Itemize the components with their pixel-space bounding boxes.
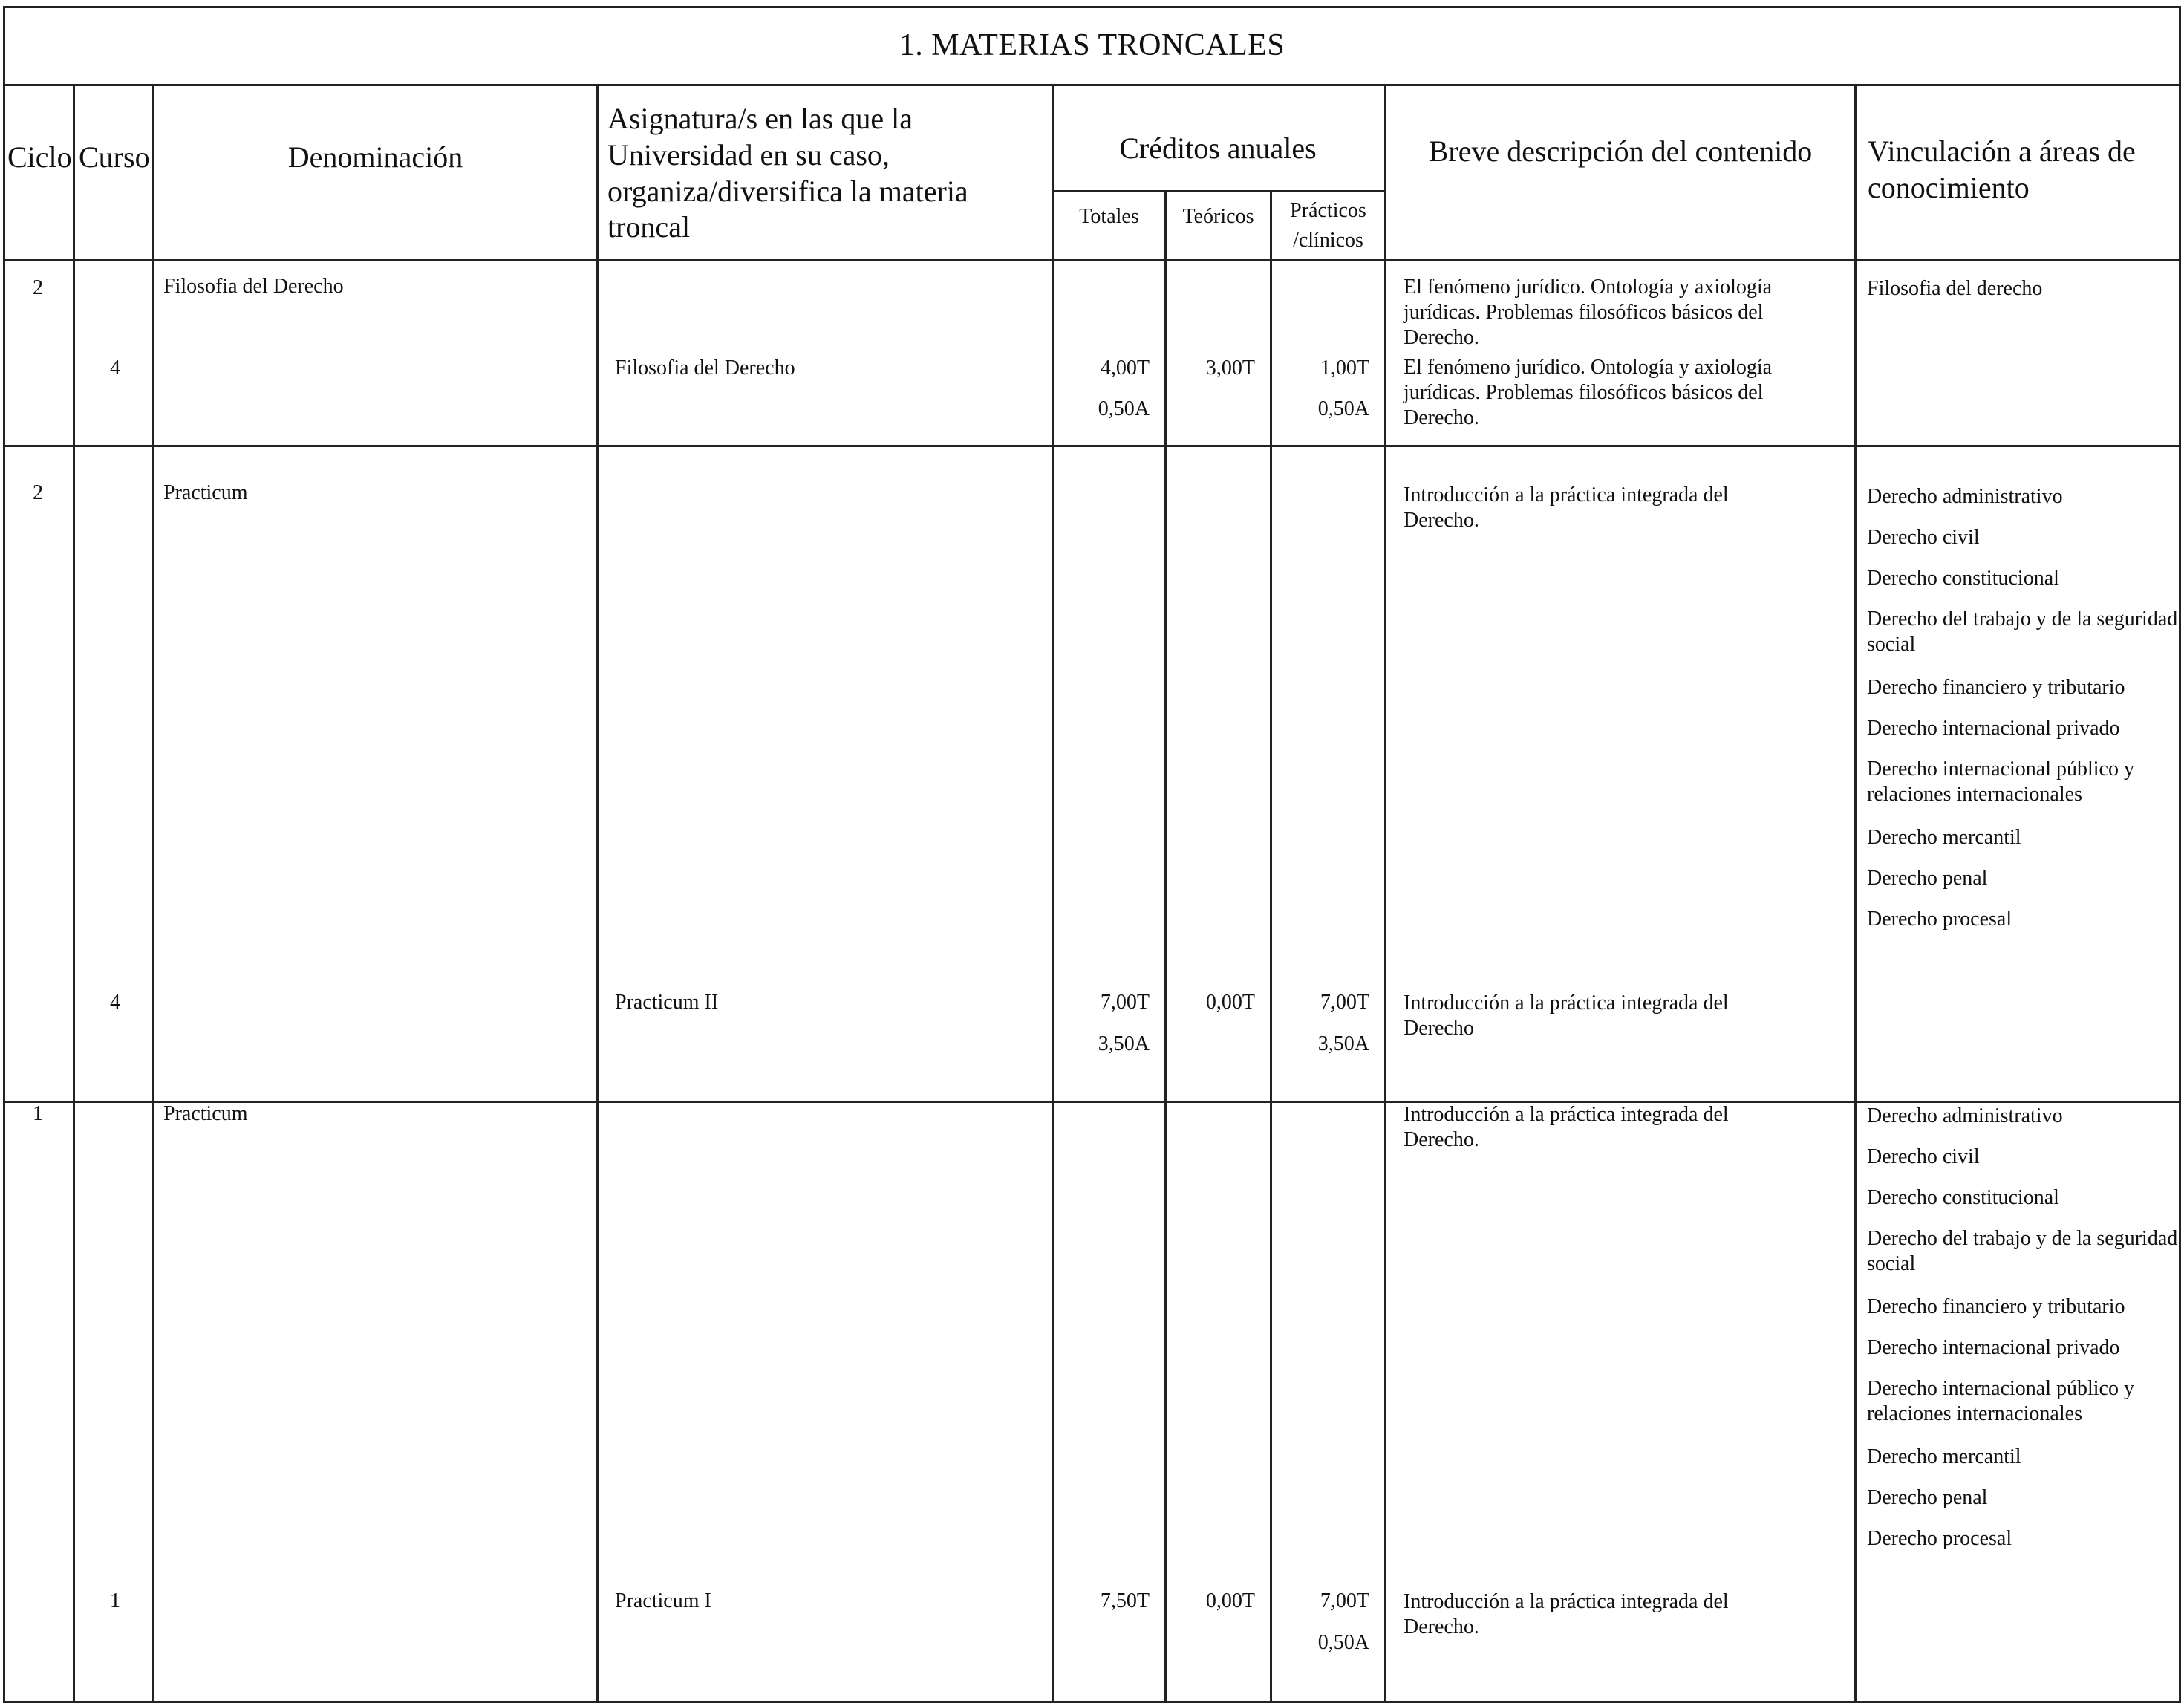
row3-descripcion: Introducción a la práctica integrada del Derecho. xyxy=(1404,1103,1729,1152)
row2-teoricos: 0,00T xyxy=(1205,991,1255,1014)
col-line-curso xyxy=(152,86,154,1702)
header-teoricos: Teóricos xyxy=(1182,205,1254,228)
row3-teoricos: 0,00T xyxy=(1205,1589,1255,1612)
area-item: Derecho del trabajo y de la seguridad social xyxy=(1867,608,2178,657)
row-separator-1 xyxy=(3,445,2181,447)
row1-curso: 4 xyxy=(110,356,120,380)
area-item: Derecho internacional público y relaciones internacionales xyxy=(1867,1377,2134,1426)
row3-practicos-t: 7,00T xyxy=(1320,1589,1369,1612)
row1-asignatura: Filosofia del Derecho xyxy=(615,356,795,380)
row1-practicos-t: 1,00T xyxy=(1320,356,1369,380)
row2-ciclo: 2 xyxy=(33,481,43,504)
area-item: Derecho internacional privado xyxy=(1867,717,2120,740)
row3-curso: 1 xyxy=(110,1589,120,1612)
area-item: Derecho mercantil xyxy=(1867,826,2021,849)
row2-curso: 4 xyxy=(110,991,120,1014)
row2-practicos-a: 3,50A xyxy=(1317,1032,1369,1055)
area-item: Derecho constitucional xyxy=(1867,1186,2059,1209)
row1-teoricos: 3,00T xyxy=(1205,356,1255,380)
row3-asignatura: Practicum I xyxy=(615,1589,711,1612)
area-item: Derecho internacional privado xyxy=(1867,1336,2120,1359)
col-line-totales xyxy=(1164,190,1167,1702)
header-practicos: Prácticos /clínicos xyxy=(1290,199,1366,252)
col-line-asignaturas xyxy=(1052,86,1054,1702)
header-vinculacion: Vinculación a áreas de conocimiento xyxy=(1868,134,2136,204)
row2-totales-t: 7,00T xyxy=(1100,991,1150,1014)
header-creditos: Créditos anuales xyxy=(1119,131,1317,165)
row3-ciclo: 1 xyxy=(33,1102,43,1125)
row2-areas xyxy=(1867,484,2179,948)
header-totales: Totales xyxy=(1079,205,1139,228)
area-item: Derecho financiero y tributario xyxy=(1867,676,2125,699)
row2-practicos-t: 7,00T xyxy=(1320,991,1369,1014)
row1-descripcion: El fenómeno jurídico. Ontología y axiología jurídicas. Problemas filosóficos básicos del Derecho. xyxy=(1404,276,1773,350)
header-asignaturas: Asignatura/s en las que la Universidad en su caso, organiza/diversifica la materia troncal xyxy=(607,102,968,244)
creditos-subheader-line xyxy=(1052,190,1384,192)
col-line-denominacion xyxy=(596,86,599,1702)
area-item: Derecho financiero y tributario xyxy=(1867,1295,2125,1318)
area-item: Derecho civil xyxy=(1867,526,1980,549)
row3-areas xyxy=(1867,1104,2179,1567)
area-item: Derecho procesal xyxy=(1867,1527,2012,1550)
col-line-descripcion xyxy=(1854,86,1857,1702)
area-item: Derecho constitucional xyxy=(1867,567,2059,590)
area-item: Derecho penal xyxy=(1867,867,1988,890)
col-line-ciclo xyxy=(73,86,75,1702)
area-item: Derecho administrativo xyxy=(1867,1104,2063,1127)
row2-sub-descripcion: Introducción a la práctica integrada del Derecho xyxy=(1404,992,1729,1041)
col-line-creditos xyxy=(1384,86,1386,1702)
row2-descripcion: Introducción a la práctica integrada del Derecho. xyxy=(1404,484,1729,533)
area-item: Derecho internacional público y relaciones internacionales xyxy=(1867,758,2134,807)
row1-totales-t: 4,00T xyxy=(1100,356,1150,380)
header-descripcion: Breve descripción del contenido xyxy=(1428,134,1813,168)
row3-sub-descripcion: Introducción a la práctica integrada del Derecho. xyxy=(1404,1590,1729,1639)
page-title: 1. MATERIAS TRONCALES xyxy=(3,6,2181,86)
col-line-teoricos xyxy=(1270,190,1272,1702)
row2-asignatura: Practicum II xyxy=(615,991,719,1014)
row1-totales-a: 0,50A xyxy=(1098,397,1150,420)
area-item: Derecho penal xyxy=(1867,1486,1988,1509)
area-item: Derecho civil xyxy=(1867,1145,1980,1168)
row-separator-2 xyxy=(3,1101,2181,1103)
area-item: Derecho mercantil xyxy=(1867,1445,2021,1468)
row1-sub-descripcion: El fenómeno jurídico. Ontología y axiología jurídicas. Problemas filosóficos básicos del Derecho. xyxy=(1404,356,1773,430)
row3-practicos-a: 0,50A xyxy=(1317,1631,1369,1654)
header-ciclo: Ciclo xyxy=(7,140,72,174)
row1-ciclo: 2 xyxy=(33,276,43,299)
row1-practicos-a: 0,50A xyxy=(1317,397,1369,420)
area-item: Derecho procesal xyxy=(1867,908,2012,931)
row3-denominacion: Practicum xyxy=(163,1102,248,1125)
header-curso: Curso xyxy=(79,140,150,174)
area-item: Derecho administrativo xyxy=(1867,485,2063,508)
row1-denominacion: Filosofia del Derecho xyxy=(163,275,344,298)
header-bottom-line xyxy=(3,259,2181,261)
area-item: Derecho del trabajo y de la seguridad social xyxy=(1867,1227,2178,1276)
row1-area: Filosofia del derecho xyxy=(1867,277,2043,300)
row2-totales-a: 3,50A xyxy=(1098,1032,1150,1055)
row3-totales-t: 7,50T xyxy=(1100,1589,1150,1612)
header-denominacion: Denominación xyxy=(287,140,463,174)
row2-denominacion: Practicum xyxy=(163,481,248,504)
